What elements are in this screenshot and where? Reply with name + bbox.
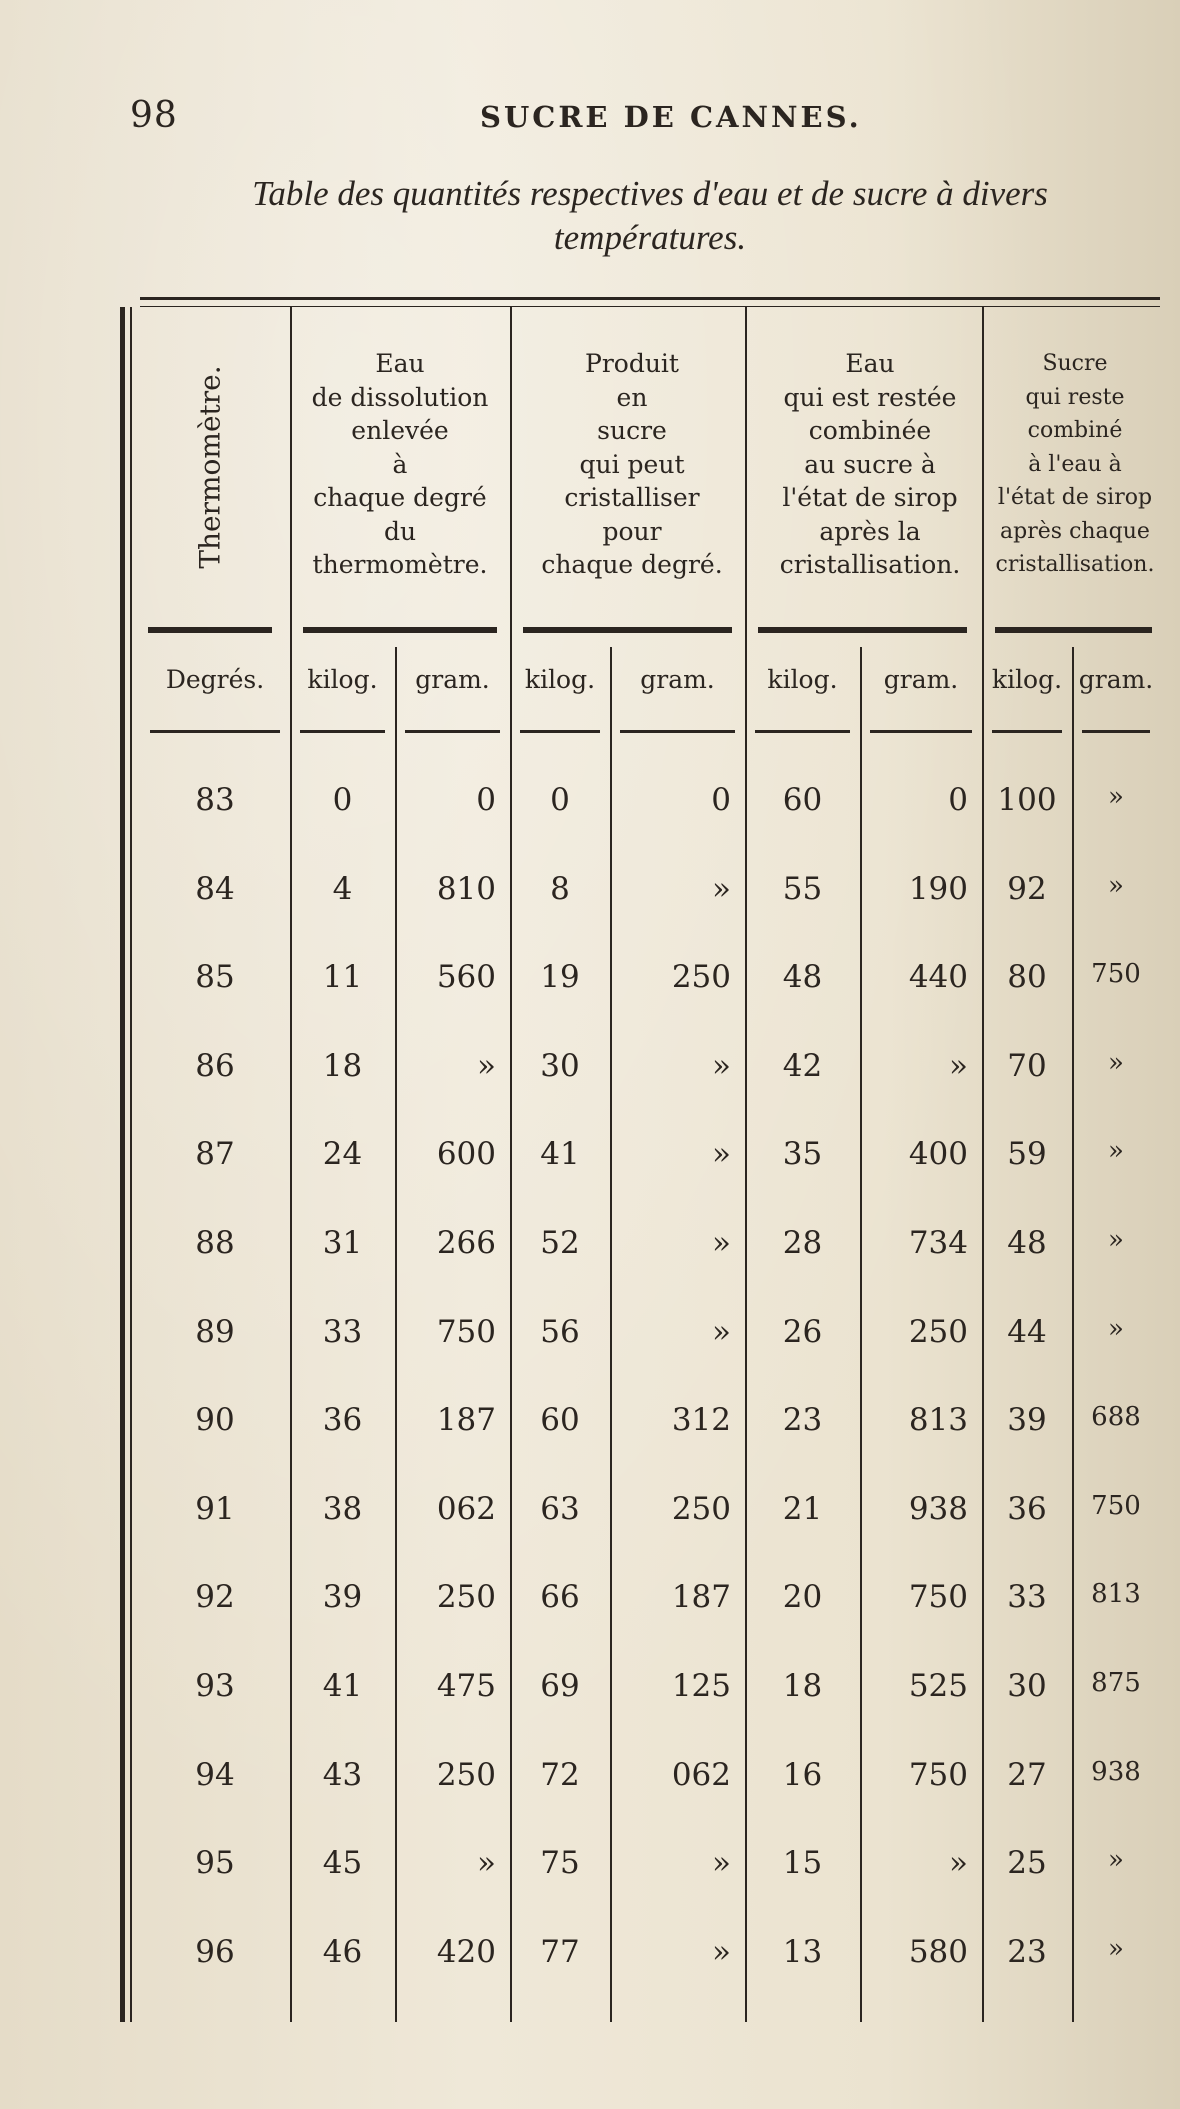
- table-cell: 15: [782, 1845, 823, 1882]
- header-rule: [523, 627, 732, 633]
- header-rule: [303, 627, 497, 633]
- table-cell: 0: [550, 782, 570, 818]
- header-rule: [148, 627, 272, 633]
- unit-label: gram.: [1078, 665, 1154, 694]
- table-cell: »: [1108, 1313, 1124, 1344]
- unit-rule: [870, 730, 972, 733]
- table-cell: 92: [1007, 870, 1047, 907]
- table-cell: 0: [332, 782, 353, 818]
- table-cell: 475: [436, 1668, 496, 1704]
- table-cell: 813: [908, 1402, 968, 1439]
- table-cell: 23: [782, 1402, 823, 1439]
- table-cell: 28: [782, 1225, 823, 1261]
- table-cell: »: [712, 1845, 731, 1882]
- table-cell: »: [1108, 1845, 1124, 1876]
- table-cell: »: [949, 1845, 968, 1882]
- table-title-line-2: températures.: [553, 218, 747, 257]
- unit-rule: [620, 730, 735, 733]
- table-cell: 16: [782, 1756, 823, 1793]
- table-cell: »: [477, 1845, 496, 1882]
- table-cell: 0: [711, 782, 731, 818]
- table-cell: 27: [1007, 1756, 1047, 1793]
- table-cell: 59: [1007, 1136, 1047, 1173]
- table-cell: »: [712, 870, 731, 907]
- table-cell: 23: [1007, 1933, 1047, 1970]
- table-cell: 187: [671, 1579, 731, 1616]
- table-cell: 750: [908, 1579, 968, 1616]
- table-cell: 89: [195, 1313, 235, 1350]
- table-cell: 70: [1007, 1047, 1047, 1084]
- unit-label: kilog.: [524, 665, 596, 694]
- table-cell: 41: [540, 1136, 580, 1173]
- unit-label: gram.: [415, 665, 490, 694]
- table-cell: 750: [436, 1313, 496, 1350]
- table-left-border: [120, 307, 125, 2022]
- table-cell: 44: [1007, 1313, 1047, 1350]
- table-cell: »: [1108, 1047, 1124, 1078]
- table-cell: 39: [1007, 1402, 1047, 1439]
- table-cell: »: [1108, 870, 1124, 901]
- header-sucre-reste: Sucre qui reste combiné à l'eau à l'état de sirop après chaque cristallisation.: [995, 351, 1155, 577]
- table-cell: 750: [1091, 1490, 1141, 1521]
- table-cell: 72: [540, 1756, 580, 1793]
- table-cell: 36: [322, 1402, 363, 1439]
- table-cell: 94: [195, 1756, 235, 1793]
- table-cell: 83: [195, 782, 235, 818]
- table-cell: »: [712, 1047, 731, 1084]
- table-cell: 55: [782, 870, 823, 907]
- table-cell: 84: [195, 870, 235, 907]
- table-cell: »: [712, 1933, 731, 1970]
- table-cell: 100: [997, 782, 1057, 818]
- table-cell: 92: [195, 1579, 235, 1616]
- table-cell: 062: [436, 1490, 496, 1527]
- unit-rule: [520, 730, 600, 733]
- table-cell: 91: [195, 1490, 235, 1527]
- unit-label: gram.: [640, 665, 715, 694]
- unit-rule: [150, 730, 280, 733]
- table-cell: 63: [540, 1490, 580, 1527]
- table-cell: 600: [436, 1136, 496, 1173]
- unit-label: kilog.: [991, 665, 1063, 694]
- table-cell: »: [712, 1313, 731, 1350]
- table-cell: »: [1108, 1933, 1124, 1964]
- table-cell: 810: [436, 870, 496, 907]
- table-left-border-inner: [130, 307, 132, 2022]
- unit-label: Degrés.: [165, 665, 265, 694]
- table-cell: 750: [1091, 959, 1141, 990]
- table-cell: 734: [908, 1225, 968, 1261]
- table-cell: 938: [1091, 1756, 1141, 1787]
- table-cell: 36: [1007, 1490, 1047, 1527]
- table-cell: 46: [322, 1933, 363, 1970]
- table-cell: 20: [782, 1579, 823, 1616]
- table-cell: »: [477, 1047, 496, 1084]
- table-cell: 95: [195, 1845, 235, 1882]
- table-cell: 18: [782, 1668, 823, 1704]
- table-cell: 93: [195, 1668, 235, 1704]
- running-head: SUCRE DE CANNES.: [480, 100, 862, 134]
- table-cell: 0: [948, 782, 968, 818]
- table-cell: 60: [782, 782, 823, 818]
- unit-rule: [992, 730, 1062, 733]
- table-cell: 41: [322, 1668, 363, 1704]
- unit-label: kilog.: [767, 665, 838, 694]
- table-cell: 420: [436, 1933, 496, 1970]
- table-cell: 440: [908, 959, 968, 996]
- table-cell: 30: [540, 1047, 580, 1084]
- table-cell: 56: [540, 1313, 580, 1350]
- header-eau-dissolution: Eau de dissolution enlevée à chaque degré du thermomètre.: [311, 349, 489, 579]
- page-number: 98: [130, 95, 178, 136]
- table-cell: »: [712, 1225, 731, 1261]
- table-cell: »: [712, 1136, 731, 1173]
- header-produit-sucre: Produit en sucre qui peut cristalliser pour chaque degré.: [541, 349, 723, 579]
- table-cell: 190: [908, 870, 968, 907]
- table-cell: 77: [540, 1933, 580, 1970]
- table-cell: 250: [908, 1313, 968, 1350]
- table-cell: 52: [540, 1225, 580, 1261]
- table-cell: 688: [1091, 1402, 1141, 1433]
- table-cell: 266: [436, 1225, 496, 1261]
- table-cell: 250: [436, 1579, 496, 1616]
- table-cell: 33: [322, 1313, 363, 1350]
- table-cell: 250: [671, 1490, 731, 1527]
- header-rule: [758, 627, 967, 633]
- table-cell: 38: [322, 1490, 363, 1527]
- table-cell: 31: [322, 1225, 363, 1261]
- table-cell: 66: [540, 1579, 580, 1616]
- table-cell: »: [1108, 782, 1124, 812]
- table-cell: 938: [908, 1490, 968, 1527]
- table-cell: 312: [671, 1402, 731, 1439]
- table-top-rule: [140, 297, 1160, 307]
- header-thermometre: Thermomètre.: [193, 365, 227, 569]
- table-cell: 400: [908, 1136, 968, 1173]
- table-cell: »: [1108, 1225, 1124, 1255]
- table-cell: 96: [195, 1933, 235, 1970]
- table-cell: 19: [540, 959, 580, 996]
- table-cell: 813: [1091, 1579, 1141, 1610]
- table-cell: 48: [782, 959, 823, 996]
- table-cell: 580: [908, 1933, 968, 1970]
- table-cell: 0: [476, 782, 496, 818]
- table-cell: 750: [908, 1756, 968, 1793]
- table-cell: 30: [1007, 1668, 1047, 1704]
- table-cell: 187: [436, 1402, 496, 1439]
- table-cell: 560: [436, 959, 496, 996]
- table-cell: 90: [195, 1402, 235, 1439]
- table-cell: 4: [332, 870, 353, 907]
- unit-rule: [1082, 730, 1150, 733]
- unit-label: kilog.: [307, 665, 378, 694]
- table-cell: 86: [195, 1047, 235, 1084]
- table-cell: 21: [782, 1490, 823, 1527]
- table-cell: 13: [782, 1933, 823, 1970]
- table-cell: 125: [671, 1668, 731, 1704]
- table-title-line-1: Table des quantités respectives d'eau et de sucre à divers: [252, 174, 1048, 213]
- table-cell: 250: [671, 959, 731, 996]
- table-cell: »: [1108, 1136, 1124, 1167]
- table-cell: 48: [1007, 1225, 1047, 1261]
- table-cell: 75: [540, 1845, 580, 1882]
- table-cell: 18: [322, 1047, 363, 1084]
- table-cell: 85: [195, 959, 235, 996]
- table-cell: 88: [195, 1225, 235, 1261]
- unit-rule: [405, 730, 500, 733]
- table-cell: 11: [322, 959, 363, 996]
- table-cell: 60: [540, 1402, 580, 1439]
- table-cell: 43: [322, 1756, 363, 1793]
- table-cell: 45: [322, 1845, 363, 1882]
- table-cell: 25: [1007, 1845, 1047, 1882]
- unit-rule: [755, 730, 850, 733]
- table-cell: 062: [671, 1756, 731, 1793]
- table-title: [140, 172, 1160, 260]
- table-cell: 80: [1007, 959, 1047, 996]
- header-eau-restee: Eau qui est restée combinée au sucre à l'état de sirop après la cristallisation.: [779, 349, 961, 579]
- table-cell: 525: [908, 1668, 968, 1704]
- table-cell: 69: [540, 1668, 580, 1704]
- table-cell: 875: [1091, 1668, 1141, 1698]
- unit-rule: [300, 730, 385, 733]
- table-cell: 24: [322, 1136, 363, 1173]
- table-cell: »: [949, 1047, 968, 1084]
- unit-label: gram.: [883, 665, 959, 694]
- table-cell: 35: [782, 1136, 823, 1173]
- table-cell: 26: [782, 1313, 823, 1350]
- table-cell: 8: [550, 870, 570, 907]
- header-rule: [995, 627, 1152, 633]
- table-cell: 39: [322, 1579, 363, 1616]
- sugar-table: [120, 297, 1160, 2022]
- table-cell: 250: [436, 1756, 496, 1793]
- table-cell: 33: [1007, 1579, 1047, 1616]
- table-cell: 42: [782, 1047, 823, 1084]
- table-cell: 87: [195, 1136, 235, 1173]
